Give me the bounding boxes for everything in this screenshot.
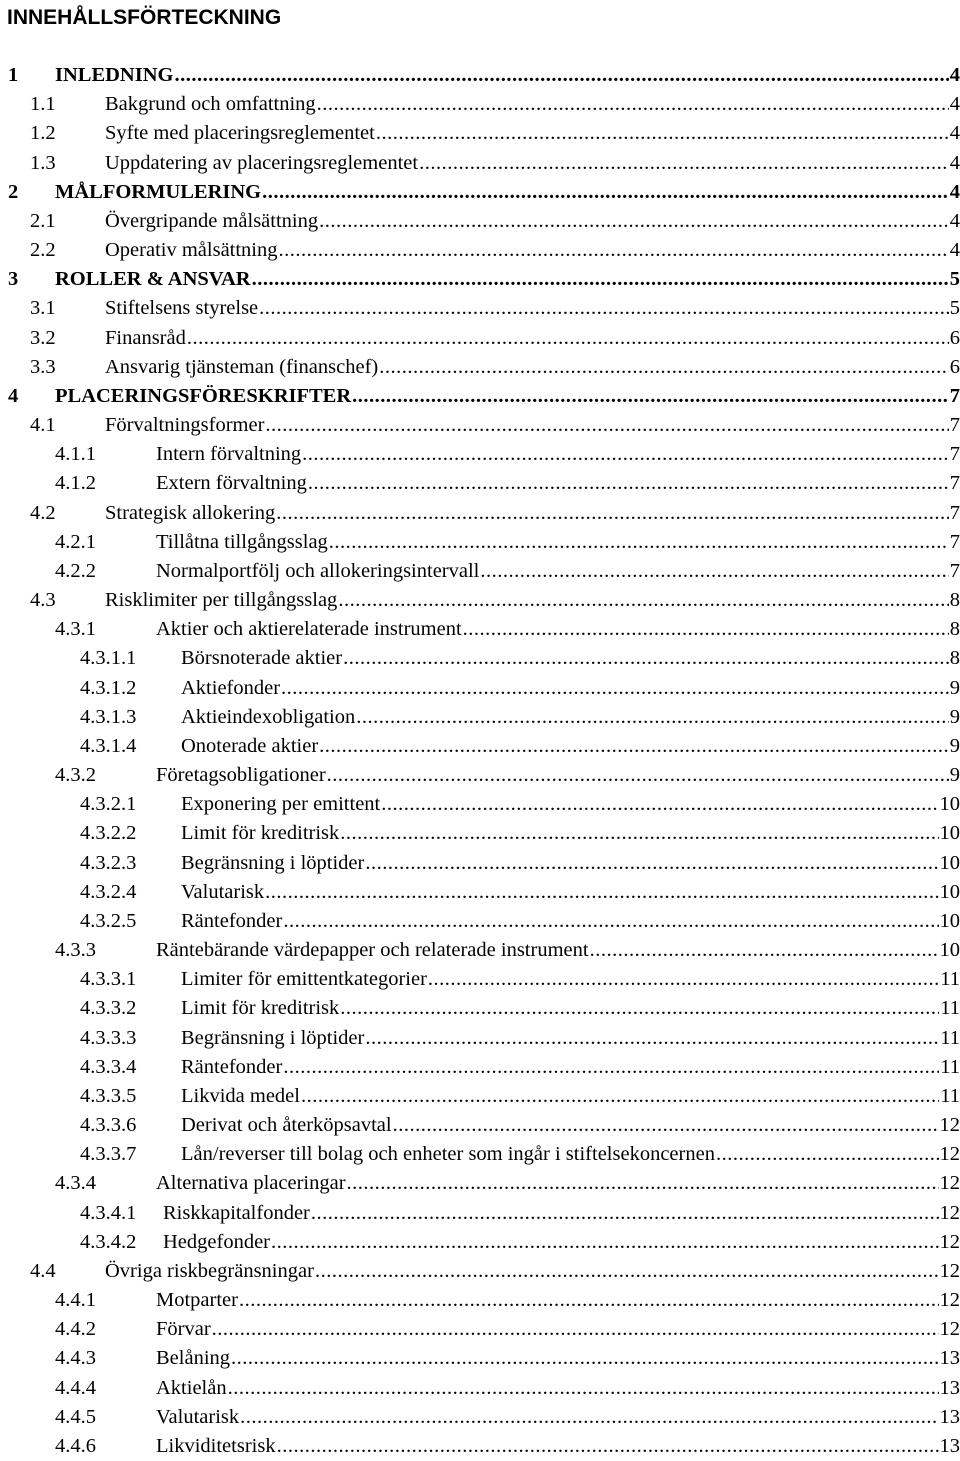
toc-dot-leader: [308, 469, 949, 498]
toc-entry-page: 10: [940, 849, 960, 878]
toc-entry-page: 12: [940, 1228, 960, 1257]
toc-entry-page: 5: [950, 265, 960, 294]
toc-entry-number: 4.4.2: [55, 1315, 156, 1344]
toc-entry-title: Aktiefonder: [181, 674, 280, 703]
toc-dot-leader: [259, 294, 949, 323]
toc-entry-title: Räntefonder: [181, 907, 282, 936]
toc-entry[interactable]: [30, 119, 960, 148]
toc-entry[interactable]: [8, 178, 960, 207]
toc-entry-number: 4: [8, 382, 55, 411]
toc-entry-title: INLEDNING: [55, 61, 173, 90]
toc-entry-number: 4.3.1: [55, 615, 156, 644]
toc-entry-number: 4.4.5: [55, 1403, 156, 1432]
toc-dot-leader: [590, 936, 939, 965]
toc-entry-number: 4.3.2.5: [80, 907, 181, 936]
toc-entry-title: Intern förvaltning: [156, 440, 301, 469]
toc-entry-number: 4.1.1: [55, 440, 156, 469]
toc-entry-number: 1.1: [30, 90, 105, 119]
toc-entry-title: Valutarisk: [156, 1403, 239, 1432]
toc-entry[interactable]: [80, 1024, 960, 1053]
toc-dot-leader: [319, 207, 949, 236]
toc-entry-page: 8: [950, 615, 960, 644]
toc-entry-page: 12: [940, 1315, 960, 1344]
toc-entry-title: Tillåtna tillgångsslag: [156, 528, 328, 557]
toc-dot-leader: [347, 1169, 939, 1198]
toc-dot-leader: [428, 965, 939, 994]
toc-entry[interactable]: [80, 674, 960, 703]
toc-dot-leader: [265, 411, 948, 440]
toc-entry[interactable]: [80, 732, 960, 761]
toc-entry-title: Lån/reverser till bolag och enheter som ingår i stiftelsekoncernen: [181, 1140, 715, 1169]
toc-entry[interactable]: [30, 324, 960, 353]
toc-entry-page: 7: [950, 528, 960, 557]
toc-entry-number: 4.1.2: [55, 469, 156, 498]
toc-entry[interactable]: [80, 819, 960, 848]
toc-entry[interactable]: [30, 411, 960, 440]
toc-entry-page: 6: [950, 324, 960, 353]
toc-entry[interactable]: [80, 1140, 960, 1169]
toc-entry[interactable]: [80, 1111, 960, 1140]
toc-dot-leader: [340, 994, 939, 1023]
toc-entry-page: 4: [950, 61, 960, 90]
toc-entry-number: 1: [8, 61, 55, 90]
toc-heading: INNEHÅLLSFÖRTECKNING: [7, 4, 281, 32]
toc-dot-leader: [327, 761, 949, 790]
toc-entry[interactable]: [80, 849, 960, 878]
toc-entry-title: Riskkapitalfonder: [163, 1199, 310, 1228]
toc-entry[interactable]: [55, 469, 960, 498]
toc-entry[interactable]: [30, 353, 960, 382]
toc-entry[interactable]: [80, 1228, 960, 1257]
toc-entry-page: 6: [950, 353, 960, 382]
toc-entry-number: 4.1: [30, 411, 105, 440]
toc-entry[interactable]: [55, 1286, 960, 1315]
toc-dot-leader: [343, 644, 949, 673]
toc-entry-number: 4.3.3.3: [80, 1024, 181, 1053]
toc-dot-leader: [365, 1024, 939, 1053]
toc-entry-title: Normalportfölj och allokeringsintervall: [156, 557, 479, 586]
toc-dot-leader: [239, 1286, 939, 1315]
toc-entry-page: 13: [940, 1344, 960, 1373]
toc-entry[interactable]: [55, 528, 960, 557]
toc-entry-title: PLACERINGSFÖRESKRIFTER: [55, 382, 351, 411]
toc-entry[interactable]: [30, 236, 960, 265]
toc-dot-leader: [319, 732, 949, 761]
toc-entry-page: 12: [940, 1111, 960, 1140]
toc-entry[interactable]: [80, 703, 960, 732]
toc-entry-page: 11: [940, 965, 960, 994]
toc-entry-number: 4.4.3: [55, 1344, 156, 1373]
toc-entry[interactable]: [8, 265, 960, 294]
toc-entry-number: 4.3.2.2: [80, 819, 181, 848]
toc-entry-number: 4.3.1.2: [80, 674, 181, 703]
toc-entry-title: Limiter för emittentkategorier: [181, 965, 427, 994]
toc-entry[interactable]: [80, 1199, 960, 1228]
toc-entry-title: Onoterade aktier: [181, 732, 318, 761]
toc-entry-title: Aktieindexobligation: [181, 703, 355, 732]
toc-dot-leader: [240, 1403, 938, 1432]
toc-entry-number: 3.2: [30, 324, 105, 353]
toc-dot-leader: [252, 265, 949, 294]
toc-entry-title: Förvar: [156, 1315, 211, 1344]
toc-entry[interactable]: [80, 1082, 960, 1111]
toc-entry-page: 9: [950, 674, 960, 703]
toc-dot-leader: [281, 674, 949, 703]
toc-entry-number: 4.3: [30, 586, 105, 615]
toc-entry-title: Räntefonder: [181, 1053, 282, 1082]
toc-dot-leader: [379, 353, 949, 382]
toc-entry-number: 2: [8, 178, 55, 207]
toc-entry[interactable]: [80, 1053, 960, 1082]
toc-dot-leader: [187, 324, 949, 353]
toc-entry-title: Risklimiter per tillgångsslag: [105, 586, 337, 615]
toc-entry-title: Hedgefonder: [163, 1228, 270, 1257]
toc-dot-leader: [283, 1053, 939, 1082]
toc-entry-number: 4.3.4.2: [80, 1228, 163, 1257]
toc-dot-leader: [352, 382, 949, 411]
toc-dot-leader: [302, 440, 949, 469]
toc-entry[interactable]: [30, 1257, 960, 1286]
toc-entry-title: Limit för kreditrisk: [181, 994, 339, 1023]
toc-entry-page: 7: [950, 499, 960, 528]
toc-entry-number: 1.3: [30, 149, 105, 178]
toc-dot-leader: [271, 1228, 938, 1257]
toc-dot-leader: [301, 1082, 939, 1111]
toc-entry-number: 4.3.4.1: [80, 1199, 163, 1228]
toc-entry-number: 4.3.3.2: [80, 994, 181, 1023]
toc-entry-number: 4.3.2.1: [80, 790, 181, 819]
toc-dot-leader: [228, 1374, 939, 1403]
toc-entry-page: 7: [950, 411, 960, 440]
toc-entry-page: 4: [950, 119, 960, 148]
toc-entry-number: 4.3.4: [55, 1169, 156, 1198]
toc-dot-leader: [262, 178, 949, 207]
toc-entry[interactable]: [55, 761, 960, 790]
toc-entry-page: 11: [940, 994, 960, 1023]
toc-entry-number: 4.3.3: [55, 936, 156, 965]
toc-entry-number: 4.3.3.1: [80, 965, 181, 994]
toc-entry-page: 8: [950, 644, 960, 673]
toc-entry[interactable]: [80, 644, 960, 673]
toc-entry-title: Exponering per emittent: [181, 790, 380, 819]
toc-entry-page: 10: [940, 790, 960, 819]
toc-entry-number: 2.2: [30, 236, 105, 265]
toc-dot-leader: [311, 1199, 939, 1228]
toc-dot-leader: [174, 61, 948, 90]
toc-entry[interactable]: [55, 1432, 960, 1461]
toc-entry-page: 7: [950, 440, 960, 469]
toc-entry-page: 11: [940, 1053, 960, 1082]
toc-entry[interactable]: [80, 878, 960, 907]
toc-entry-number: 4.4.1: [55, 1286, 156, 1315]
toc-entry-title: Likvida medel: [181, 1082, 300, 1111]
toc-entry[interactable]: [55, 1344, 960, 1373]
toc-entry-page: 10: [940, 819, 960, 848]
toc-entry-page: 4: [950, 149, 960, 178]
toc-entry-page: 4: [950, 90, 960, 119]
toc-entry-number: 3.3: [30, 353, 105, 382]
toc-entry[interactable]: [55, 615, 960, 644]
toc-entry-title: Aktielån: [156, 1374, 227, 1403]
toc-entry-number: 3.1: [30, 294, 105, 323]
toc-entry-title: Limit för kreditrisk: [181, 819, 339, 848]
toc-entry-number: 4.2.2: [55, 557, 156, 586]
toc-entry-title: Motparter: [156, 1286, 238, 1315]
toc-entry-page: 4: [950, 178, 960, 207]
toc-entry-number: 4.3.1.3: [80, 703, 181, 732]
toc-dot-leader: [419, 149, 949, 178]
toc-entry[interactable]: [55, 1374, 960, 1403]
toc-entry-title: Ansvarig tjänsteman (finanschef): [105, 353, 378, 382]
toc-entry-page: 11: [940, 1024, 960, 1053]
toc-entry-number: 4.3.2.3: [80, 849, 181, 878]
toc-entry-page: 5: [950, 294, 960, 323]
toc-entry-title: MÅLFORMULERING: [55, 178, 261, 207]
toc-entry[interactable]: [30, 586, 960, 615]
toc-entry-page: 10: [940, 878, 960, 907]
toc-entry-title: Bakgrund och omfattning: [105, 90, 316, 119]
toc-entry[interactable]: [30, 499, 960, 528]
toc-entry-title: Övergripande målsättning: [105, 207, 318, 236]
toc-entry-page: 12: [940, 1169, 960, 1198]
toc-dot-leader: [329, 528, 949, 557]
toc-entry-title: Begränsning i löptider: [181, 1024, 364, 1053]
toc-dot-leader: [315, 1257, 939, 1286]
toc-entry-page: 12: [940, 1199, 960, 1228]
toc-entry-page: 9: [950, 703, 960, 732]
toc-entry-page: 8: [950, 586, 960, 615]
toc-entry-page: 7: [950, 557, 960, 586]
toc-entry-page: 10: [940, 936, 960, 965]
toc-entry[interactable]: [80, 994, 960, 1023]
toc-entry-number: 4.3.1.1: [80, 644, 181, 673]
toc-entry-title: Aktier och aktierelaterade instrument: [156, 615, 462, 644]
toc-entry-page: 13: [940, 1403, 960, 1432]
toc-dot-leader: [212, 1315, 939, 1344]
toc-entry-page: 9: [950, 761, 960, 790]
toc-entry-page: 7: [950, 469, 960, 498]
toc-dot-leader: [283, 907, 938, 936]
toc-entry-number: 4.3.3.4: [80, 1053, 181, 1082]
toc-entry[interactable]: [30, 90, 960, 119]
toc-entry-number: 3: [8, 265, 55, 294]
toc-entry[interactable]: [55, 1169, 960, 1198]
toc-entry[interactable]: [80, 790, 960, 819]
toc-entry-page: 12: [940, 1140, 960, 1169]
toc-entry-page: 4: [950, 236, 960, 265]
toc-dot-leader: [231, 1344, 938, 1373]
toc-entry-title: Alternativa placeringar: [156, 1169, 346, 1198]
toc-entry-title: Förvaltningsformer: [105, 411, 264, 440]
toc-entry-title: Uppdatering av placeringsreglementet: [105, 149, 418, 178]
toc-entry[interactable]: [30, 207, 960, 236]
toc-entry-page: 13: [940, 1432, 960, 1461]
toc-entry[interactable]: [55, 1403, 960, 1432]
toc-entry-title: Begränsning i löptider: [181, 849, 364, 878]
toc-dot-leader: [480, 557, 948, 586]
toc-entry-title: Stiftelsens styrelse: [105, 294, 258, 323]
toc-entry-page: 9: [950, 732, 960, 761]
toc-entry-number: 4.2.1: [55, 528, 156, 557]
toc-entry-number: 4.2: [30, 499, 105, 528]
toc-entry-title: Företagsobligationer: [156, 761, 326, 790]
toc-entry-title: Belåning: [156, 1344, 230, 1373]
toc-entry-page: 11: [940, 1082, 960, 1111]
toc-entry-title: Börsnoterade aktier: [181, 644, 342, 673]
toc-entry-page: 7: [950, 382, 960, 411]
toc-entry[interactable]: [80, 907, 960, 936]
toc-entry-number: 4.3.3.7: [80, 1140, 181, 1169]
toc-dot-leader: [716, 1140, 939, 1169]
toc-entry-title: Operativ målsättning: [105, 236, 278, 265]
toc-entry-page: 13: [940, 1374, 960, 1403]
toc-dot-leader: [463, 615, 949, 644]
toc-entry-title: Valutarisk: [181, 878, 264, 907]
toc-entry-page: 12: [940, 1286, 960, 1315]
toc-entry-number: 4.4: [30, 1257, 105, 1286]
toc-entry[interactable]: [55, 440, 960, 469]
toc-dot-leader: [356, 703, 949, 732]
toc-entry-page: 4: [950, 207, 960, 236]
toc-entry-number: 4.3.2: [55, 761, 156, 790]
toc-entry[interactable]: [55, 936, 960, 965]
toc-entry-title: Övriga riskbegränsningar: [105, 1257, 314, 1286]
toc-entry[interactable]: [80, 965, 960, 994]
toc-dot-leader: [376, 119, 949, 148]
toc-entry-number: 4.3.1.4: [80, 732, 181, 761]
toc-entry[interactable]: [30, 149, 960, 178]
toc-entry-number: 1.2: [30, 119, 105, 148]
toc-entry-title: Räntebärande värdepapper och relaterade instrument: [156, 936, 589, 965]
toc-dot-leader: [317, 90, 949, 119]
toc-dot-leader: [276, 499, 949, 528]
toc-entry-title: Finansråd: [105, 324, 186, 353]
toc-entry-number: 4.4.4: [55, 1374, 156, 1403]
toc-dot-leader: [277, 1432, 939, 1461]
toc-dot-leader: [340, 819, 938, 848]
toc-entry-number: 2.1: [30, 207, 105, 236]
toc-dot-leader: [393, 1111, 939, 1140]
toc-entry-title: Syfte med placeringsreglementet: [105, 119, 375, 148]
toc-entry-title: Extern förvaltning: [156, 469, 307, 498]
toc-entry-title: Strategisk allokering: [105, 499, 275, 528]
toc-entry-page: 10: [940, 907, 960, 936]
toc-dot-leader: [381, 790, 938, 819]
toc-entry[interactable]: [8, 382, 960, 411]
toc-entry-number: 4.3.3.6: [80, 1111, 181, 1140]
toc-entry-number: 4.3.2.4: [80, 878, 181, 907]
toc-entry[interactable]: [30, 294, 960, 323]
toc-dot-leader: [338, 586, 948, 615]
toc-entry-page: 12: [940, 1257, 960, 1286]
toc-entry[interactable]: [8, 61, 960, 90]
toc-dot-leader: [279, 236, 949, 265]
toc-entry-title: Derivat och återköpsavtal: [181, 1111, 392, 1140]
toc-entry[interactable]: [55, 1315, 960, 1344]
toc-entry-number: 4.3.3.5: [80, 1082, 181, 1111]
toc-entry-title: Likviditetsrisk: [156, 1432, 276, 1461]
toc-entry-title: ROLLER & ANSVAR: [55, 265, 251, 294]
toc-dot-leader: [365, 849, 938, 878]
toc-dot-leader: [265, 878, 938, 907]
toc-entry[interactable]: [55, 557, 960, 586]
toc-entry-number: 4.4.6: [55, 1432, 156, 1461]
